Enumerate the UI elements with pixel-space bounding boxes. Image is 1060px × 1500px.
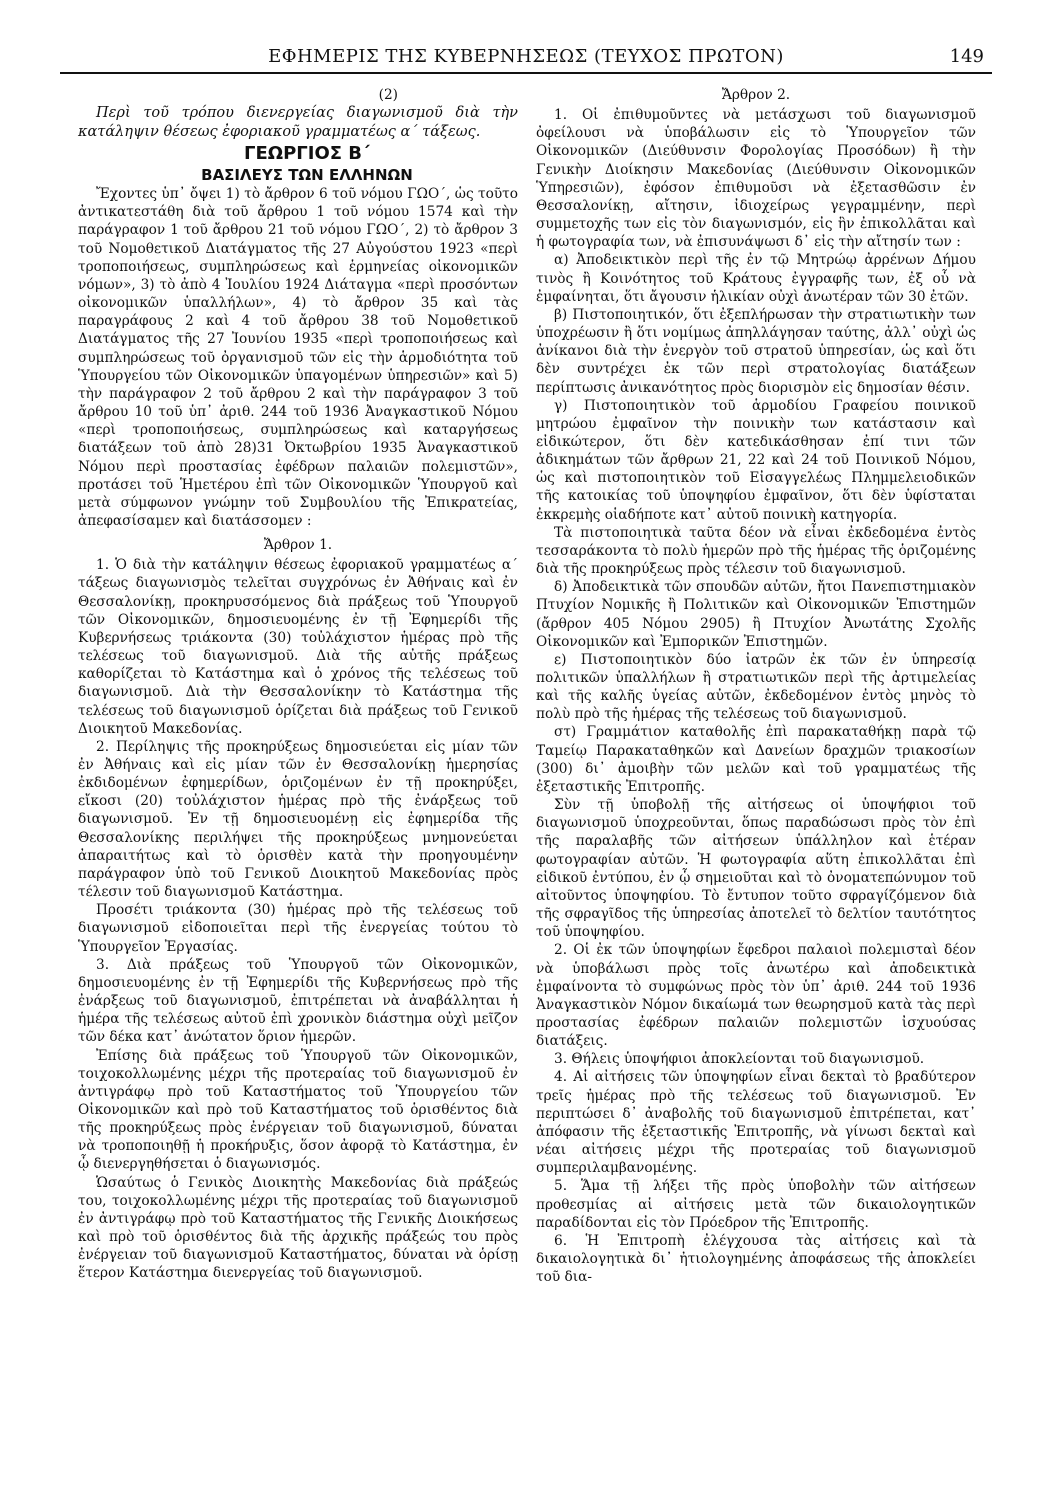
- preamble-paragraph: Ἔχοντες ὑπ᾿ ὄψει 1) τὸ ἄρθρον 6 τοῦ νόμου ΓΩΟ΄, ὡς τοῦτο ἀντικατεστάθη διὰ τοῦ ἄρθρου 1 τοῦ νόμου 1574 καὶ τὴν παράγραφον 1 τοῦ ἄρθρου 21 τοῦ νόμου ΓΩΟ΄, 2) τὸ ἄρθρον 3 τοῦ Νομοθετικοῦ Διατάγματος τῆς 27 Αὐγούστου 1923 «περὶ τροποποιήσεως, συμπληρώσεως καὶ ἑρμηνείας οἰκονομικῶν νόμων», 3) τὸ ἀπὸ 4 Ἰουλίου 1924 Διάταγμα «περὶ προσόντων οἰκονομικῶν ὑπαλλήλων», 4) τὸ ἄρθρον 35 καὶ τὰς παραγράφους 2 καὶ 4 τοῦ ἄρθρου 38 τοῦ Νομοθετικοῦ Διατάγματος τῆς 27 Ἰουνίου 1935 «περὶ τροποποιήσεως καὶ συμπληρώσεως τοῦ ὀργανισμοῦ τῶν εἰς τὴν ἁρμοδιότητα τοῦ Ὑπουργείου τῶν Οἰκονομικῶν ὑπαγομένων ὑπηρεσιῶν» καὶ 5) τὴν παράγραφον 2 τοῦ ἄρθρου 2 καὶ τὴν παράγραφον 3 τοῦ ἄρθρου 10 τοῦ ὑπ᾿ ἀριθ. 244 τοῦ 1936 Ἀναγκαστικοῦ Νόμου «περὶ τροποποιήσεως, συμπληρώσεως καὶ καταργήσεως διατάξεων τοῦ ἀπὸ 28)31 Ὀκτωβρίου 1935 Ἀναγκαστικοῦ Νόμου περὶ προστασίας ἐφέδρων παλαιῶν πολεμιστῶν», προτάσει τοῦ Ἡμετέρου ἐπὶ τῶν Οἰκονομικῶν Ὑπουργοῦ καὶ μετὰ σύμφωνον γνώμην τοῦ Συμβουλίου τῆς Ἐπικρατείας, ἀπεφασίσαμεν καὶ διατάσσομεν :: [78, 186, 518, 529]
- article-2-paragraph: 6. Ἡ Ἐπιτροπὴ ἐλέγχουσα τὰς αἰτήσεις καὶ τὰ δικαιολογητικὰ δι᾿ ἠτιολογημένης ἀποφάσεως τῆς ἀποκλείει τοῦ δια-: [536, 1232, 976, 1286]
- article-2-paragraph: 5. Ἅμα τῇ λήξει τῆς πρὸς ὑποβολὴν τῶν αἰτήσεων προθεσμίας αἱ αἰτήσεις μετὰ τῶν δικαιολογητικῶν παραδίδονται εἰς τὸν Πρόεδρον τῆς Ἐπιτροπῆς.: [536, 1178, 976, 1231]
- article-1-paragraph: 1. Ὁ διὰ τὴν κατάληψιν θέσεως ἐφοριακοῦ γραμματέως α΄ τάξεως διαγωνισμὸς τελεῖται συγχρόνως ἐν Ἀθήναις καὶ ἐν Θεσσαλονίκῃ, προκηρυσσόμενος διὰ πράξεως τοῦ Ὑπουργοῦ τῶν Οἰκονομικῶν, δημοσιευομένης ἐν τῇ Ἐφημερίδι τῆς Κυβερνήσεως τριάκοντα (30) τοὐλάχιστον ἡμέρας πρὸ τῆς τελέσεως τοῦ διαγωνισμοῦ. Διὰ τῆς αὐτῆς πράξεως καθορίζεται τὸ Κατάστημα καὶ ὁ χρόνος τῆς τελέσεως τοῦ διαγωνισμοῦ. Διὰ τὴν Θεσσαλονίκην τὸ Κατάστημα τῆς τελέσεως τοῦ διαγωνισμοῦ ὁρίζεται διὰ πράξεως τοῦ Γενικοῦ Διοικητοῦ Μακεδονίας.: [78, 557, 518, 737]
- right-column: [536, 86, 976, 1286]
- article-2-item-e: ε) Πιστοποιητικὸν δύο ἰατρῶν ἐκ τῶν ἐν ὑπηρεσίᾳ πολιτικῶν ὑπαλλήλων ἢ στρατιωτικῶν περὶ τῆς ἀρτιμελείας καὶ τῆς καλῆς ὑγείας αὐτῶν, ἐκδεδομένον ἐντὸς μηνὸς τὸ πολὺ πρὸ τῆς ἡμέρας τῆς τελέσεως τοῦ διαγωνισμοῦ.: [536, 651, 976, 723]
- article-1-paragraph: 3. Διὰ πράξεως τοῦ Ὑπουργοῦ τῶν Οἰκονομικῶν, δημοσιευομένης ἐν τῇ Ἐφημερίδι τῆς Κυβερνήσεως πρὸ τῆς ἐνάρξεως τοῦ διαγωνισμοῦ, ἐπιτρέπεται νὰ ἀναβάλληται ἡ ἡμέρα τῆς τελέσεως αὐτοῦ ἐπὶ χρονικὸν διάστημα οὐχὶ μεῖζον τῶν δέκα κατ᾿ ἀνώτατον ὅριον ἡμερῶν.: [78, 956, 518, 1046]
- article-2-item-b: β) Πιστοποιητικόν, ὅτι ἐξεπλήρωσαν τὴν στρατιωτικὴν των ὑποχρέωσιν ἢ ὅτι νομίμως ἀπηλλάγησαν ταύτης, ἀλλ᾿ οὐχὶ ὡς ἀνίκανοι διὰ τὴν ἐνεργὸν τοῦ στρατοῦ ὑπηρεσίαν, ὡς καὶ ὅτι δὲν συντρέχει ἐκ τῶν περὶ στρατολογίας διατάξεων περίπτωσις ἀνικανότητος πρὸς διορισμὸν εἰς δημοσίαν θέσιν.: [536, 306, 976, 396]
- left-column: [78, 86, 518, 1283]
- king-title: ΒΑΣΙΛΕΥΣ ΤΩΝ ΕΛΛΗΝΩΝ: [201, 166, 413, 185]
- article-2-paragraph: 2. Οἱ ἐκ τῶν ὑποψηφίων ἔφεδροι παλαιοὶ πολεμισταὶ δέον νὰ ὑποβάλωσι πρὸς τοῖς ἀνωτέρω καὶ ἀποδεικτικὰ ἐμφαίνοντα τὸ συμφώνως πρὸς τὸν ὑπ᾿ ἀριθ. 244 τοῦ 1936 Ἀναγκαστικὸν Νόμον δικαίωμά των θεωρησμοῦ κατὰ τὰς περὶ προστασίας ἐφέδρων παλαιῶν πολεμιστῶν ἰσχυούσας διατάξεις.: [536, 942, 976, 1050]
- article-2-paragraph: Τὰ πιστοποιητικὰ ταῦτα δέον νὰ εἶναι ἐκδεδομένα ἐντὸς τεσσαράκοντα τὸ πολὺ ἡμερῶν πρὸ τῆς ἡμέρας τῆς ὁριζομένης διὰ τῆς προκηρύξεως πρὸς τέλεσιν τοῦ διαγωνισμοῦ.: [536, 524, 976, 578]
- gazette-title: ΕΦΗΜΕΡΙΣ ΤΗΣ ΚΥΒΕΡΝΗΣΕΩΣ (ΤΕΥΧΟΣ ΠΡΩΤΟΝ): [268, 46, 784, 67]
- article-2-paragraph: Σὺν τῇ ὑποβολῇ τῆς αἰτήσεως οἱ ὑποψήφιοι τοῦ διαγωνισμοῦ ὑποχρεοῦνται, ὅπως παραδώσωσι πρὸς τὸν ἐπὶ τῆς παραλαβῆς τῶν αἰτήσεων ὑπάλληλον καὶ ἑτέραν φωτογραφίαν αὐτῶν. Ἡ φωτογραφία αὕτη ἐπικολλᾶται ἐπὶ εἰδικοῦ ἐντύπου, ἐν ᾧ σημειοῦται καὶ τὸ ὀνοματεπώνυμον τοῦ αἰτοῦντος ὑποψηφίου. Τὸ ἔντυπον τοῦτο σφραγίζόμενον διὰ τῆς σφραγῖδος τῆς ὑπηρεσίας ἀποτελεῖ τὸ δελτίον ταυτότητος τοῦ ὑποψηφίου.: [536, 797, 976, 941]
- article-1-paragraph: Ὡσαύτως ὁ Γενικὸς Διοικητὴς Μακεδονίας διὰ πράξεώς του, τοιχοκολλωμένης μέχρι τῆς προτεραίας τοῦ διαγωνισμοῦ ἐν ἀντιγράφῳ πρὸ τοῦ Καταστήματος τῆς Γενικῆς Διοικήσεως καὶ πρὸ τοῦ ὁρισθέντος διὰ τῆς ἀρχικῆς πράξεώς του πρὸς ἐνέργειαν τοῦ διαγωνισμοῦ Καταστήματος, δύναται νὰ ὁρίσῃ ἕτερον Κατάστημα διενεργείας τοῦ διαγωνισμοῦ.: [78, 1174, 518, 1282]
- article-1-paragraph: Προσέτι τριάκοντα (30) ἡμέρας πρὸ τῆς τελέσεως τοῦ διαγωνισμοῦ εἰδοποιεῖται περὶ τῆς ἐνεργείας τούτου τὸ Ὑπουργεῖον Ἐργασίας.: [78, 902, 518, 955]
- article-1-paragraph: Ἐπίσης διὰ πράξεως τοῦ Ὑπουργοῦ τῶν Οἰκονομικῶν, τοιχοκολλωμένης μέχρι τῆς προτεραίας τοῦ διαγωνισμοῦ ἐν ἀντιγράφῳ πρὸ τοῦ Καταστήματος τοῦ Ὑπουργείου τῶν Οἰκονομικῶν καὶ πρὸ τοῦ Καταστήματος τοῦ ὁρισθέντος διὰ τῆς προκηρύξεως πρὸς ἐνέργειαν τοῦ διαγωνισμοῦ, δύναται νὰ τροποποιηθῇ ἡ προκήρυξις, ὅσον ἀφορᾷ τὸ Κατάστημα, ἐν ᾧ διενεργηθήσεται ὁ διαγωνισμός.: [78, 1047, 518, 1173]
- article-2-item-a: α) Ἀποδεικτικὸν περὶ τῆς ἐν τῷ Μητρώῳ ἀρρένων Δήμου τινὸς ἢ Κοινότητος τοῦ Κράτους ἐγγραφῆς των, ἐξ οὗ νὰ ἐμφαίνηται, ὅτι ἄγουσιν ἡλικίαν οὐχὶ ἀνωτέραν τῶν 30 ἐτῶν.: [536, 252, 976, 305]
- article-2-item-c: γ) Πιστοποιητικὸν τοῦ ἁρμοδίου Γραφείου ποινικοῦ μητρώου ἐμφαῖνον τὴν ποινικὴν των κατάστασιν καὶ εἰδικώτερον, ὅτι δὲν κατεδικάσθησαν ἐπί τινι τῶν ἀδικημάτων τῶν ἄρθρων 21, 22 καὶ 24 τοῦ Ποινικοῦ Νόμου, ὡς καὶ πιστοποιητικὸν τοῦ Εἰσαγγελέως Πλημμελειοδικῶν τῆς κατοικίας τοῦ ὑποψηφίου ἐμφαῖνον, ὅτι δὲν ὑφίσταται ἐκκρεμὴς οἱαδήποτε κατ᾿ αὐτοῦ ποινικὴ κατηγορία.: [536, 397, 976, 523]
- king-name: ΓΕΩΡΓΙΟΣ Β΄: [244, 143, 370, 165]
- article-2-item-d: δ) Ἀποδεικτικὰ τῶν σπουδῶν αὐτῶν, ἤτοι Πανεπιστημιακὸν Πτυχίον Νομικῆς ἢ Πολιτικῶν καὶ Οἰκονομικῶν Ἐπιστημῶν (ἄρθρον 405 Νόμου 2905) ἢ Πτυχίον Ἀνωτάτης Σχολῆς Οἰκονομικῶν καὶ Ἐμπορικῶν Ἐπιστημῶν.: [536, 579, 976, 650]
- page-header: [60, 42, 992, 74]
- article-2-paragraph: 4. Αἱ αἰτήσεις τῶν ὑποψηφίων εἶναι δεκταὶ τὸ βραδύτερον τρεῖς ἡμέρας πρὸ τῆς τελέσεως τοῦ διαγωνισμοῦ. Ἐν περιπτώσει δ᾿ ἀναβολῆς τοῦ διαγωνισμοῦ ἐπιτρέπεται, κατ᾿ ἀπόφασιν τῆς ἐξεταστικῆς Ἐπιτροπῆς, νὰ γίνωσι δεκταὶ καὶ νέαι αἰτήσεις μέχρι τῆς προτεραίας τοῦ διαγωνισμοῦ συμπεριλαμβανομένης.: [536, 1069, 976, 1177]
- page-number: 149: [949, 46, 984, 67]
- article-1-paragraph: 2. Περίληψις τῆς προκηρύξεως δημοσιεύεται εἰς μίαν τῶν ἐν Ἀθήναις καὶ εἰς μίαν τῶν ἐν Θεσσαλονίκῃ ἡμερησίας ἐκδιδομένων ἐφημερίδων, ὁριζομένων ἐν τῇ προκηρύξει, εἴκοσι (20) τοὐλάχιστον ἡμέρας πρὸ τῆς ἐνάρξεως τοῦ διαγωνισμοῦ. Ἐν τῇ δημοσιευομένῃ εἰς ἐφημερίδα τῆς Θεσσαλονίκης περιλήψει τῆς προκηρύξεως μνημονεύεται ἀπαραιτήτως καὶ τὸ ὁρισθὲν κατὰ τὴν προηγουμένην παράγραφον ὑπὸ τοῦ Γενικοῦ Διοικητοῦ Μακεδονίας πρὸς τέλεσιν τοῦ διαγωνισμοῦ Κατάστημα.: [78, 738, 518, 901]
- article-1-heading: Ἄρθρον 1.: [263, 537, 333, 554]
- article-2-item-st: στ) Γραμμάτιον καταθολῆς ἐπὶ παρακαταθήκῃ παρὰ τῷ Ταμείῳ Παρακαταθηκῶν καὶ Δανείων δραχμῶν τριακοσίων (300) δι᾿ ἀμοιβὴν τῶν μελῶν καὶ τοῦ γραμματέως τῆς ἐξεταστικῆς Ἐπιτροπῆς.: [536, 724, 976, 795]
- decree-subject: Περὶ τοῦ τρόπου διενεργείας διαγωνισμοῦ διὰ τὴν κατάληψιν θέσεως ἐφοριακοῦ γραμματέως α΄ τάξεως.: [78, 105, 518, 141]
- article-2-heading: Ἄρθρον 2.: [721, 87, 791, 103]
- article-2-paragraph: 1. Οἱ ἐπιθυμοῦντες νὰ μετάσχωσι τοῦ διαγωνισμοῦ ὀφείλουσι νὰ ὑποβάλωσιν εἰς τὸ Ὑπουργεῖον τῶν Οἰκονομικῶν (Διεύθυνσιν Φορολογίας Προσόδων) ἢ τὴν Γενικὴν Διοίκησιν Μακεδονίας (Διεύθυνσιν Οἰκονομικῶν Ὑπηρεσιῶν), ἐφόσον ἐπιθυμοῦσι νὰ ἐξετασθῶσιν ἐν Θεσσαλονίκῃ, αἴτησιν, ἰδιοχείρως γεγραμμένην, περὶ συμμετοχῆς των εἰς τὸν διαγωνισμόν, εἰς ἣν ἐπικολλᾶται καὶ ἡ φωτογραφία των, νὰ ἐπισυνάψωσι δ᾿ εἰς τὴν αἴτησίν των :: [536, 107, 976, 251]
- article-2-paragraph: 3. Θήλεις ὑποψήφιοι ἀποκλείονται τοῦ διαγωνισμοῦ.: [554, 1051, 925, 1068]
- decree-number: (2): [378, 87, 398, 103]
